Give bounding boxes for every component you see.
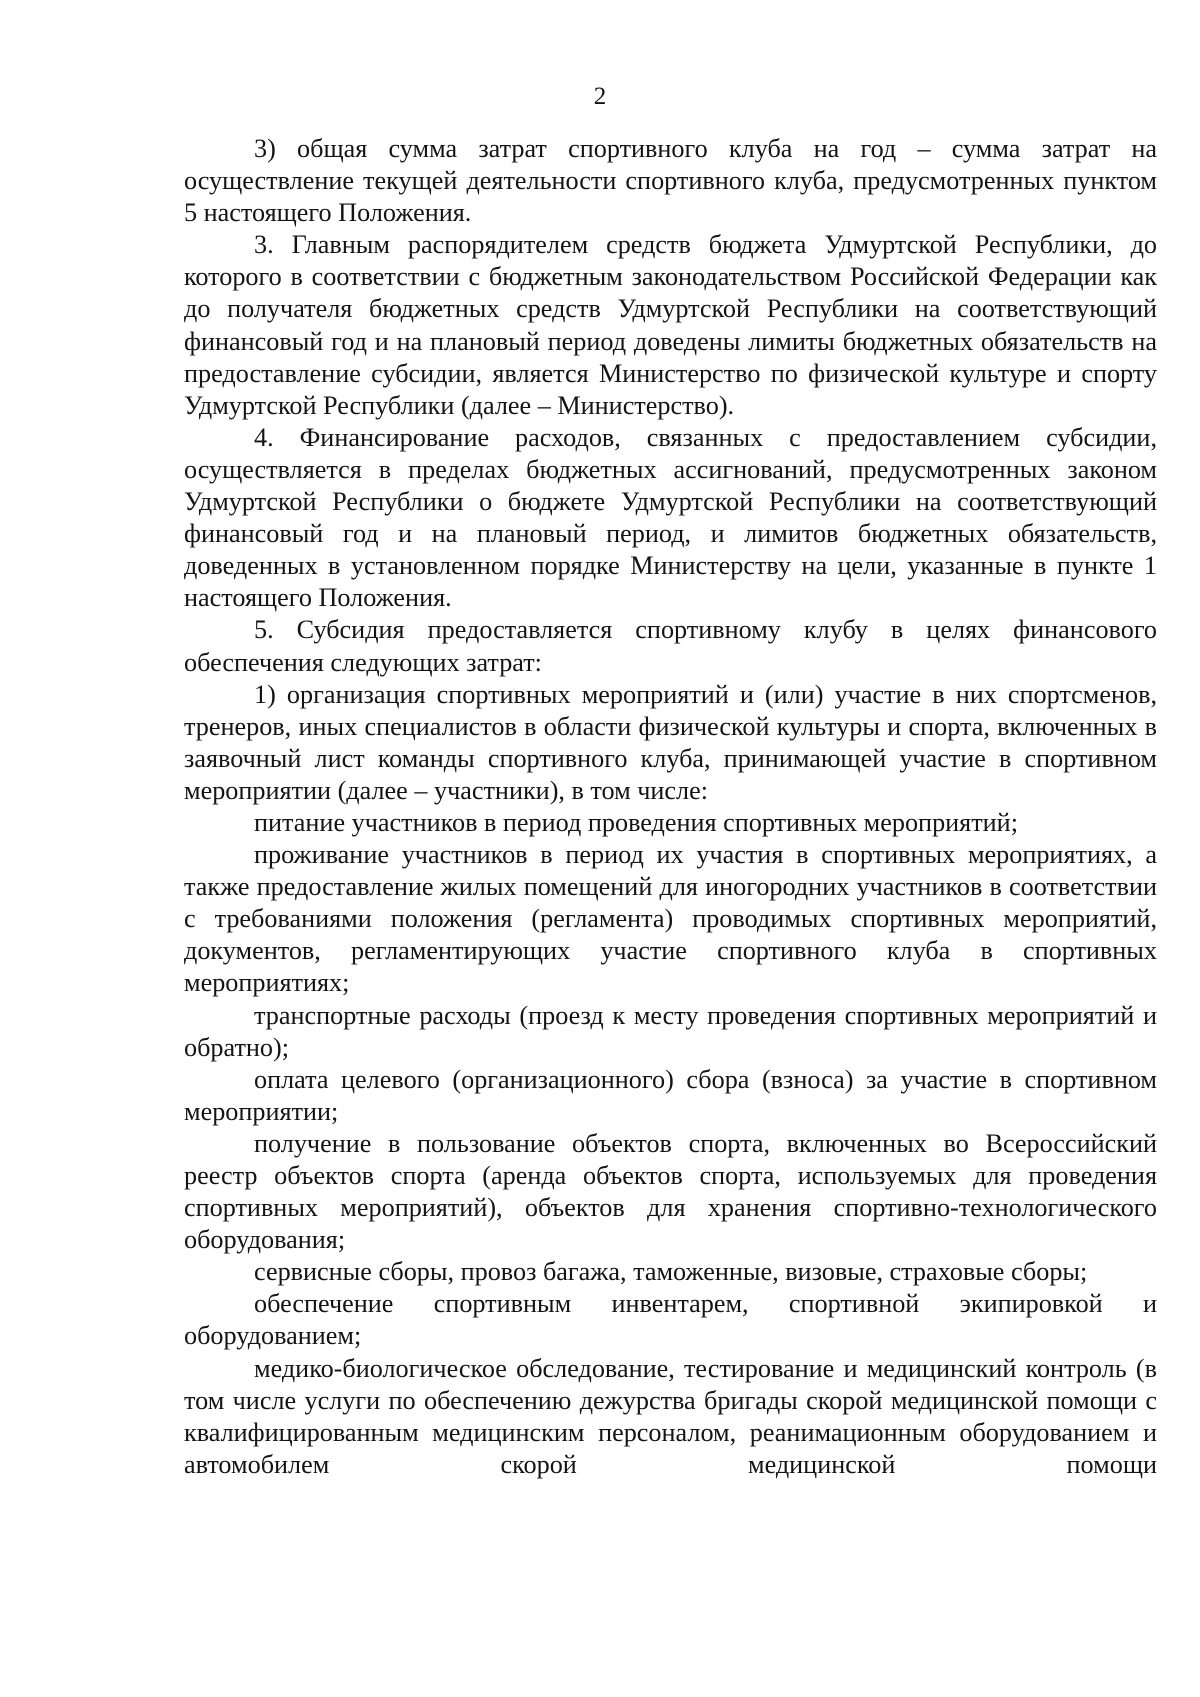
paragraph-clause-5-subsidy-purpose: 5. Субсидия предоставляется спортивному клубу в целях финансового обеспечения следующих затрат: [184, 615, 1157, 677]
paragraph-transport-costs: транспортные расходы (проезд к месту проведения спортивных мероприятий и обратно); [184, 1000, 1157, 1062]
paragraph-entry-fee: оплата целевого (организационного) сбора (взноса) за участие в спортивном мероприятии; [184, 1064, 1157, 1126]
paragraph-participant-accommodation: проживание участников в период их участия в спортивных мероприятиях, а также предоставление жилых помещений для иногородних участников в соответствии с требованиями положения (регламента) проводимых спортивных мероприятий, документов, регламентирующих участие спортивного клуба в спортивных мероприятиях; [184, 840, 1157, 998]
paragraph-service-fees: сервисные сборы, провоз багажа, таможенные, визовые, страховые сборы; [254, 1257, 1088, 1287]
paragraph-medical-control: медико-биологическое обследование, тестирование и медицинский контроль (в том числе услуги по обеспечению дежурства бригады скорой медицинской помощи с квалифицированным медицинским персоналом, реанимационным оборудованием и автомобилем скорой медицинской помощи [184, 1353, 1157, 1479]
paragraph-subitem-3-total-costs: 3) общая сумма затрат спортивного клуба на год – сумма затрат на осуществление текущей деятельности спортивного клуба, предусмотренных пунктом 5 настоящего Положения. [184, 134, 1157, 228]
page-number: 2 [593, 83, 607, 110]
paragraph-subitem-1-sports-events: 1) организация спортивных мероприятий и (или) участие в них спортсменов, тренеров, иных специалистов в области физической культуры и спорта, включенных в заявочный лист команды спортивного клуба, принимающей участие в спортивном мероприятии (далее – участники), в том числе: [184, 679, 1157, 805]
paragraph-sports-facilities: получение в пользование объектов спорта, включенных во Всероссийский реестр объектов спорта (аренда объектов спорта, используемых для проведения спортивных мероприятий), объектов для хранения спортивно-технологического оборудования; [184, 1128, 1157, 1255]
paragraph-clause-4-financing: 4. Финансирование расходов, связанных с предоставлением субсидии, осуществляется в пределах бюджетных ассигнований, предусмотренных законом Удмуртской Республики о бюджете Удмуртской Республики на соответствующий финансовый год и на плановый период, и лимитов бюджетных обязательств, доведенных в установленном порядке Министерству на цели, указанные в пункте 1 настоящего Положения. [184, 422, 1157, 613]
paragraph-participant-meals: питание участников в период проведения спортивных мероприятий; [254, 807, 1018, 837]
document-body [184, 133, 1157, 1481]
paragraph-sports-equipment: обеспечение спортивным инвентарем, спортивной экипировкой и оборудованием; [184, 1289, 1157, 1351]
paragraph-clause-3-budget-administrator: 3. Главным распорядителем средств бюджета Удмуртской Республики, до которого в соответствии с бюджетным законодательством Российской Федерации как до получателя бюджетных средств Удмуртской Республики на соответствующий финансовый год и на плановый период доведены лимиты бюджетных обязательств на предоставление субсидии, является Министерство по физической культуре и спорту Удмуртской Республики (далее – Министерство). [184, 230, 1157, 420]
